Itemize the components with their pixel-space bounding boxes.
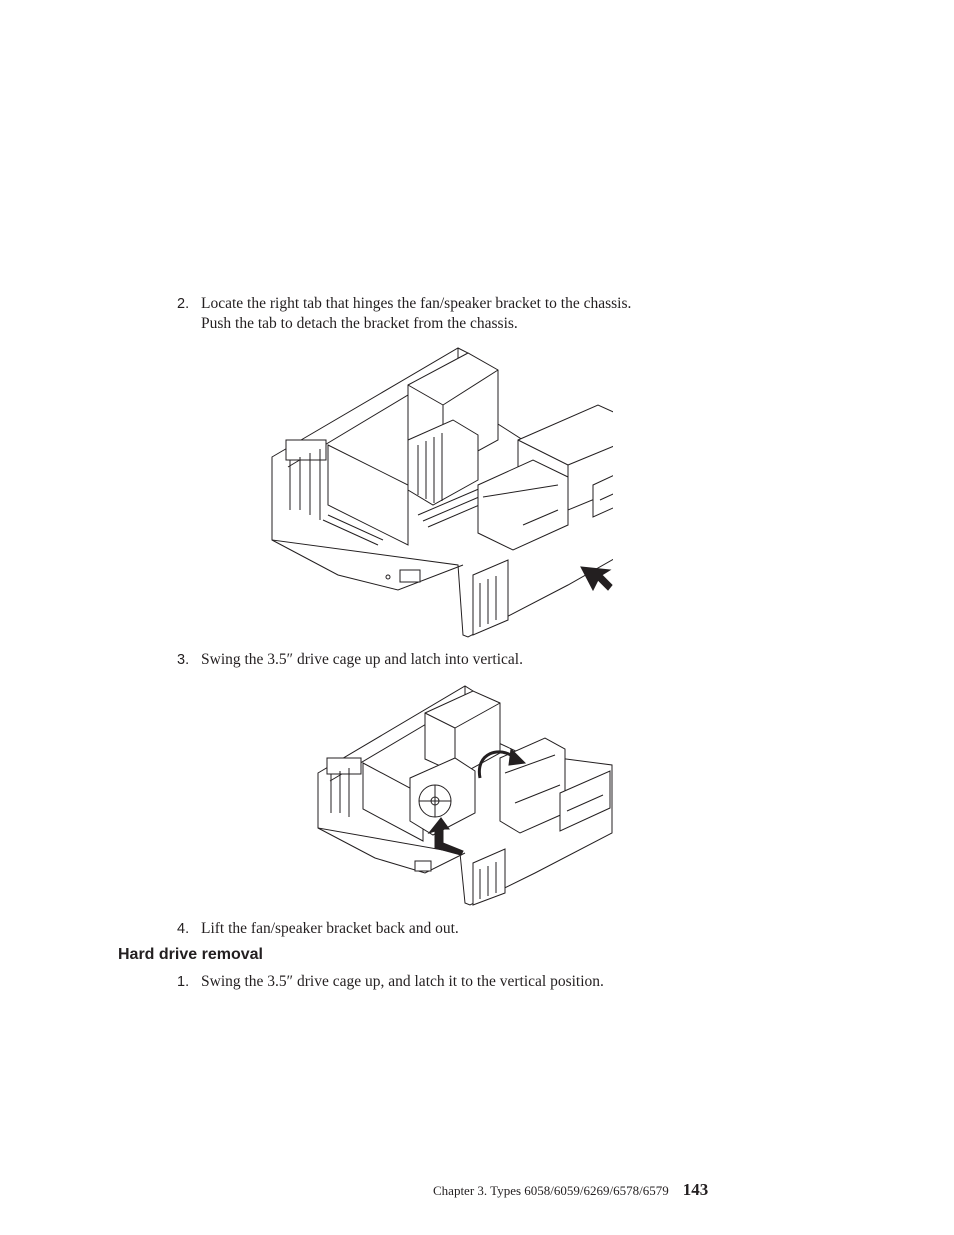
figure-swing-drive-cage bbox=[315, 683, 615, 908]
arrow-icon bbox=[581, 567, 612, 590]
step-text: Locate the right tab that hinges the fan/speaker bracket to the chassis. bbox=[201, 295, 632, 312]
step-text-continued: Push the tab to detach the bracket from the chassis. bbox=[201, 315, 518, 332]
step-number: 3. bbox=[177, 652, 190, 668]
section-heading: Hard drive removal bbox=[118, 946, 263, 963]
chip bbox=[400, 570, 420, 582]
step-2 bbox=[177, 294, 737, 336]
section-step-1 bbox=[177, 972, 737, 994]
step-number: 1. bbox=[177, 974, 190, 990]
step-text: Lift the fan/speaker bracket back and out. bbox=[201, 920, 459, 937]
chapter-title: Chapter 3. Types 6058/6059/6269/6578/6579 bbox=[433, 1183, 669, 1198]
step-text: Swing the 3.5″ drive cage up and latch into vertical. bbox=[201, 651, 523, 668]
chip bbox=[415, 861, 431, 871]
step-4 bbox=[177, 919, 737, 941]
figure-detach-bracket bbox=[268, 345, 613, 640]
expansion-slots bbox=[327, 758, 361, 774]
step-number: 2. bbox=[177, 296, 190, 312]
step-number: 4. bbox=[177, 921, 190, 937]
page-footer bbox=[433, 1180, 708, 1200]
step-3 bbox=[177, 650, 737, 672]
step-text: Swing the 3.5″ drive cage up, and latch it to the vertical position. bbox=[201, 973, 604, 990]
page-number: 143 bbox=[682, 1180, 709, 1199]
